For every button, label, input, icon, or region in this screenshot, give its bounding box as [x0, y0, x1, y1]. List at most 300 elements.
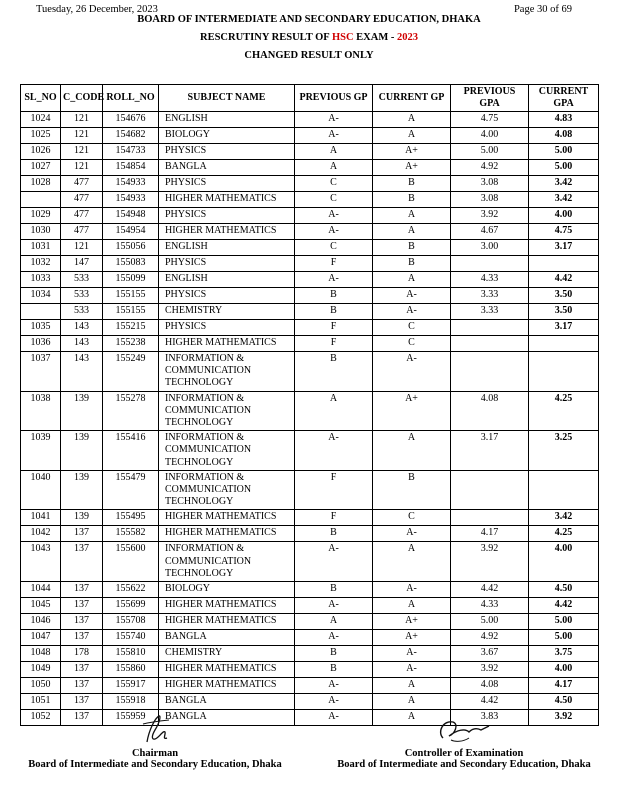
cell-sl-no: 1027: [21, 160, 61, 176]
cell-previous-gpa: [451, 470, 529, 510]
cell-current-gpa: 4.25: [529, 391, 599, 431]
cell-previous-gpa: 3.17: [451, 431, 529, 471]
cell-previous-gpa: 5.00: [451, 144, 529, 160]
col-c-code: C_CODE: [61, 85, 103, 112]
cell-previous-gpa: 4.08: [451, 678, 529, 694]
cell-roll-no: 155238: [103, 336, 159, 352]
table-row: [21, 526, 599, 542]
table-row: [21, 510, 599, 526]
cell-current-gpa: 3.42: [529, 176, 599, 192]
cell-c-code: 137: [61, 598, 103, 614]
cell-c-code: 121: [61, 144, 103, 160]
cell-sl-no: [21, 304, 61, 320]
cell-c-code: 137: [61, 694, 103, 710]
cell-previous-gpa: 4.00: [451, 128, 529, 144]
cell-c-code: 533: [61, 288, 103, 304]
cell-subject-name: ENGLISH: [159, 112, 295, 128]
cell-previous-gp: A-: [295, 431, 373, 471]
cell-current-gpa: 4.17: [529, 678, 599, 694]
cell-current-gp: A-: [373, 582, 451, 598]
col-subject-name: SUBJECT NAME: [159, 85, 295, 112]
col-previous-gp: PREVIOUS GP: [295, 85, 373, 112]
cell-c-code: 139: [61, 510, 103, 526]
cell-sl-no: [21, 192, 61, 208]
cell-previous-gpa: 5.00: [451, 614, 529, 630]
table-row: [21, 646, 599, 662]
cell-current-gpa: 5.00: [529, 630, 599, 646]
cell-previous-gp: F: [295, 256, 373, 272]
cell-c-code: 137: [61, 582, 103, 598]
table-row: [21, 128, 599, 144]
table-row: [21, 320, 599, 336]
cell-previous-gp: A-: [295, 224, 373, 240]
cell-sl-no: 1052: [21, 710, 61, 726]
cell-c-code: 143: [61, 336, 103, 352]
cell-c-code: 137: [61, 710, 103, 726]
cell-c-code: 139: [61, 391, 103, 431]
cell-sl-no: 1048: [21, 646, 61, 662]
cell-sl-no: 1042: [21, 526, 61, 542]
cell-subject-name: HIGHER MATHEMATICS: [159, 510, 295, 526]
cell-current-gp: A: [373, 598, 451, 614]
col-sl-no: SL_NO: [21, 85, 61, 112]
col-previous-gpa: PREVIOUS GPA: [451, 85, 529, 112]
cell-previous-gp: A-: [295, 128, 373, 144]
cell-previous-gpa: [451, 320, 529, 336]
cell-previous-gpa: [451, 352, 529, 392]
cell-c-code: 477: [61, 208, 103, 224]
table-header-row: [21, 85, 599, 112]
cell-current-gpa: 3.42: [529, 510, 599, 526]
cell-c-code: 477: [61, 224, 103, 240]
cell-c-code: 178: [61, 646, 103, 662]
cell-current-gp: A: [373, 678, 451, 694]
cell-roll-no: 155582: [103, 526, 159, 542]
cell-current-gpa: 4.08: [529, 128, 599, 144]
table-row: [21, 352, 599, 392]
cell-previous-gp: B: [295, 352, 373, 392]
cell-roll-no: 154676: [103, 112, 159, 128]
cell-subject-name: BIOLOGY: [159, 128, 295, 144]
cell-subject-name: ENGLISH: [159, 272, 295, 288]
cell-c-code: 137: [61, 630, 103, 646]
cell-roll-no: 155810: [103, 646, 159, 662]
cell-previous-gpa: 3.33: [451, 304, 529, 320]
cell-current-gp: C: [373, 320, 451, 336]
cell-c-code: 137: [61, 662, 103, 678]
cell-subject-name: HIGHER MATHEMATICS: [159, 678, 295, 694]
cell-current-gp: A-: [373, 646, 451, 662]
cell-subject-name: BANGLA: [159, 630, 295, 646]
cell-sl-no: 1036: [21, 336, 61, 352]
cell-current-gp: A: [373, 431, 451, 471]
table-row: [21, 160, 599, 176]
cell-previous-gpa: 4.42: [451, 582, 529, 598]
cell-current-gpa: 4.42: [529, 272, 599, 288]
cell-current-gpa: 5.00: [529, 160, 599, 176]
cell-roll-no: 154954: [103, 224, 159, 240]
table-row: [21, 598, 599, 614]
controller-signature-block: [334, 712, 594, 770]
cell-previous-gpa: 4.92: [451, 630, 529, 646]
cell-c-code: 121: [61, 128, 103, 144]
cell-previous-gp: B: [295, 582, 373, 598]
cell-c-code: 477: [61, 176, 103, 192]
cell-sl-no: 1039: [21, 431, 61, 471]
cell-sl-no: 1050: [21, 678, 61, 694]
cell-current-gpa: [529, 256, 599, 272]
cell-current-gpa: 3.42: [529, 192, 599, 208]
cell-roll-no: 155860: [103, 662, 159, 678]
cell-subject-name: INFORMATION & COMMUNICATION TECHNOLOGY: [159, 431, 295, 471]
cell-current-gpa: 3.25: [529, 431, 599, 471]
cell-sl-no: 1033: [21, 272, 61, 288]
cell-current-gp: A-: [373, 288, 451, 304]
cell-subject-name: HIGHER MATHEMATICS: [159, 526, 295, 542]
cell-sl-no: 1032: [21, 256, 61, 272]
table-row: [21, 470, 599, 510]
cell-current-gpa: 3.92: [529, 710, 599, 726]
cell-c-code: 139: [61, 431, 103, 471]
cell-previous-gp: C: [295, 240, 373, 256]
cell-previous-gpa: 3.92: [451, 208, 529, 224]
table-row: [21, 336, 599, 352]
cell-current-gpa: 3.50: [529, 304, 599, 320]
cell-roll-no: 155918: [103, 694, 159, 710]
controller-org: Board of Intermediate and Secondary Education, Dhaka: [337, 759, 591, 770]
cell-current-gp: A-: [373, 526, 451, 542]
cell-current-gp: A: [373, 694, 451, 710]
cell-current-gpa: 3.75: [529, 646, 599, 662]
cell-previous-gp: A-: [295, 694, 373, 710]
cell-sl-no: 1040: [21, 470, 61, 510]
cell-subject-name: INFORMATION & COMMUNICATION TECHNOLOGY: [159, 352, 295, 392]
exam-name: HSC: [331, 32, 354, 43]
controller-title: Controller of Examination: [404, 748, 524, 759]
cell-roll-no: 155495: [103, 510, 159, 526]
cell-sl-no: 1028: [21, 176, 61, 192]
col-current-gp: CURRENT GP: [373, 85, 451, 112]
cell-subject-name: INFORMATION & COMMUNICATION TECHNOLOGY: [159, 542, 295, 582]
cell-subject-name: ENGLISH: [159, 240, 295, 256]
cell-previous-gp: B: [295, 288, 373, 304]
cell-current-gp: A: [373, 542, 451, 582]
cell-current-gp: C: [373, 510, 451, 526]
cell-roll-no: 154948: [103, 208, 159, 224]
cell-subject-name: HIGHER MATHEMATICS: [159, 336, 295, 352]
cell-current-gp: B: [373, 256, 451, 272]
cell-previous-gp: B: [295, 526, 373, 542]
cell-subject-name: HIGHER MATHEMATICS: [159, 662, 295, 678]
table-row: [21, 208, 599, 224]
cell-current-gp: C: [373, 336, 451, 352]
table-row: [21, 391, 599, 431]
cell-current-gpa: 4.50: [529, 582, 599, 598]
cell-previous-gpa: 3.08: [451, 192, 529, 208]
cell-roll-no: 155278: [103, 391, 159, 431]
table-row: [21, 288, 599, 304]
cell-roll-no: 155622: [103, 582, 159, 598]
cell-c-code: 477: [61, 192, 103, 208]
cell-c-code: 143: [61, 352, 103, 392]
cell-previous-gp: A-: [295, 112, 373, 128]
cell-subject-name: HIGHER MATHEMATICS: [159, 614, 295, 630]
cell-current-gp: A: [373, 208, 451, 224]
cell-current-gpa: [529, 336, 599, 352]
cell-previous-gpa: 3.92: [451, 542, 529, 582]
subtitle: CHANGED RESULT ONLY: [244, 50, 374, 61]
cell-previous-gp: B: [295, 646, 373, 662]
cell-roll-no: 155479: [103, 470, 159, 510]
cell-current-gp: A+: [373, 391, 451, 431]
table-row: [21, 542, 599, 582]
cell-current-gpa: 3.50: [529, 288, 599, 304]
cell-previous-gp: F: [295, 470, 373, 510]
cell-subject-name: PHYSICS: [159, 208, 295, 224]
cell-sl-no: 1046: [21, 614, 61, 630]
cell-current-gpa: 3.17: [529, 320, 599, 336]
cell-current-gp: A: [373, 272, 451, 288]
cell-sl-no: 1038: [21, 391, 61, 431]
table-row: [21, 694, 599, 710]
cell-sl-no: 1044: [21, 582, 61, 598]
cell-subject-name: BANGLA: [159, 160, 295, 176]
cell-subject-name: BANGLA: [159, 694, 295, 710]
cell-subject-name: CHEMISTRY: [159, 304, 295, 320]
cell-subject-name: HIGHER MATHEMATICS: [159, 192, 295, 208]
cell-sl-no: 1026: [21, 144, 61, 160]
cell-subject-name: PHYSICS: [159, 144, 295, 160]
cell-current-gp: A-: [373, 304, 451, 320]
cell-previous-gp: A-: [295, 678, 373, 694]
cell-previous-gp: A-: [295, 272, 373, 288]
cell-sl-no: 1029: [21, 208, 61, 224]
cell-previous-gp: F: [295, 336, 373, 352]
cell-previous-gp: A-: [295, 710, 373, 726]
cell-c-code: 121: [61, 160, 103, 176]
cell-roll-no: 155600: [103, 542, 159, 582]
cell-previous-gpa: 3.08: [451, 176, 529, 192]
chairman-signature-block: [20, 712, 290, 770]
cell-roll-no: 155740: [103, 630, 159, 646]
cell-roll-no: 155099: [103, 272, 159, 288]
cell-previous-gp: A: [295, 614, 373, 630]
table-body: [21, 112, 599, 726]
page-number: Page 30 of 69: [513, 4, 572, 15]
cell-previous-gpa: 4.33: [451, 272, 529, 288]
table-row: [21, 304, 599, 320]
result-table: [20, 84, 599, 726]
table-row: [21, 112, 599, 128]
cell-current-gpa: 4.25: [529, 526, 599, 542]
cell-roll-no: 155083: [103, 256, 159, 272]
cell-sl-no: 1047: [21, 630, 61, 646]
table-row: [21, 144, 599, 160]
cell-c-code: 137: [61, 526, 103, 542]
cell-roll-no: 154933: [103, 176, 159, 192]
cell-previous-gp: B: [295, 662, 373, 678]
cell-previous-gp: A-: [295, 542, 373, 582]
cell-roll-no: 155416: [103, 431, 159, 471]
cell-previous-gpa: 4.17: [451, 526, 529, 542]
cell-sl-no: 1025: [21, 128, 61, 144]
cell-previous-gpa: [451, 336, 529, 352]
cell-roll-no: 155249: [103, 352, 159, 392]
cell-subject-name: BANGLA: [159, 710, 295, 726]
cell-current-gpa: 4.42: [529, 598, 599, 614]
cell-current-gp: B: [373, 240, 451, 256]
cell-previous-gp: A: [295, 160, 373, 176]
chairman-org: Board of Intermediate and Secondary Education, Dhaka: [28, 759, 282, 770]
board-title: BOARD OF INTERMEDIATE AND SECONDARY EDUCATION, DHAKA: [137, 14, 481, 25]
cell-sl-no: 1034: [21, 288, 61, 304]
cell-current-gp: B: [373, 192, 451, 208]
cell-current-gpa: 5.00: [529, 614, 599, 630]
cell-c-code: 137: [61, 614, 103, 630]
cell-subject-name: CHEMISTRY: [159, 646, 295, 662]
cell-previous-gpa: 4.42: [451, 694, 529, 710]
cell-previous-gp: C: [295, 176, 373, 192]
cell-previous-gpa: 3.00: [451, 240, 529, 256]
cell-current-gp: A: [373, 224, 451, 240]
cell-sl-no: 1049: [21, 662, 61, 678]
controller-signature: [429, 712, 499, 746]
cell-c-code: 137: [61, 542, 103, 582]
table-row: [21, 431, 599, 471]
cell-previous-gpa: [451, 256, 529, 272]
cell-sl-no: 1024: [21, 112, 61, 128]
cell-roll-no: 154733: [103, 144, 159, 160]
cell-previous-gp: F: [295, 510, 373, 526]
cell-sl-no: 1031: [21, 240, 61, 256]
cell-sl-no: 1043: [21, 542, 61, 582]
col-roll-no: ROLL_NO: [103, 85, 159, 112]
cell-subject-name: PHYSICS: [159, 256, 295, 272]
cell-current-gp: A+: [373, 160, 451, 176]
cell-roll-no: 155155: [103, 304, 159, 320]
cell-sl-no: 1041: [21, 510, 61, 526]
cell-previous-gp: C: [295, 192, 373, 208]
cell-current-gpa: 4.50: [529, 694, 599, 710]
cell-current-gpa: 4.00: [529, 662, 599, 678]
exam-mid: EXAM -: [356, 32, 395, 43]
cell-subject-name: PHYSICS: [159, 176, 295, 192]
cell-previous-gpa: 4.67: [451, 224, 529, 240]
cell-c-code: 147: [61, 256, 103, 272]
cell-current-gp: A+: [373, 630, 451, 646]
cell-subject-name: HIGHER MATHEMATICS: [159, 598, 295, 614]
cell-subject-name: PHYSICS: [159, 320, 295, 336]
cell-sl-no: 1037: [21, 352, 61, 392]
cell-current-gp: A+: [373, 614, 451, 630]
table-row: [21, 678, 599, 694]
cell-current-gpa: [529, 470, 599, 510]
cell-roll-no: 155056: [103, 240, 159, 256]
cell-current-gp: A-: [373, 662, 451, 678]
cell-previous-gp: A-: [295, 630, 373, 646]
cell-roll-no: 155959: [103, 710, 159, 726]
cell-subject-name: PHYSICS: [159, 288, 295, 304]
table-row: [21, 662, 599, 678]
cell-current-gpa: 4.83: [529, 112, 599, 128]
cell-roll-no: 155699: [103, 598, 159, 614]
cell-current-gp: A+: [373, 144, 451, 160]
cell-sl-no: 1045: [21, 598, 61, 614]
cell-roll-no: 154682: [103, 128, 159, 144]
table-row: [21, 240, 599, 256]
cell-current-gpa: [529, 352, 599, 392]
cell-previous-gp: B: [295, 304, 373, 320]
cell-sl-no: 1051: [21, 694, 61, 710]
cell-sl-no: 1030: [21, 224, 61, 240]
cell-c-code: 139: [61, 470, 103, 510]
cell-previous-gpa: 3.33: [451, 288, 529, 304]
cell-previous-gpa: 4.08: [451, 391, 529, 431]
cell-roll-no: 155708: [103, 614, 159, 630]
cell-c-code: 533: [61, 304, 103, 320]
print-date: Tuesday, 26 December, 2023: [36, 4, 158, 15]
cell-current-gp: B: [373, 470, 451, 510]
cell-roll-no: 155215: [103, 320, 159, 336]
cell-previous-gpa: 3.67: [451, 646, 529, 662]
cell-subject-name: HIGHER MATHEMATICS: [159, 224, 295, 240]
cell-current-gpa: 4.00: [529, 542, 599, 582]
cell-current-gp: A: [373, 710, 451, 726]
chairman-title: Chairman: [131, 748, 179, 759]
cell-current-gp: B: [373, 176, 451, 192]
cell-previous-gpa: 4.33: [451, 598, 529, 614]
table-row: [21, 256, 599, 272]
table-row: [21, 176, 599, 192]
table-row: [21, 192, 599, 208]
table-row: [21, 272, 599, 288]
cell-previous-gpa: [451, 510, 529, 526]
cell-current-gp: A-: [373, 352, 451, 392]
table-row: [21, 630, 599, 646]
result-prefix: RESCRUTINY RESULT OF: [199, 32, 330, 43]
cell-sl-no: 1035: [21, 320, 61, 336]
col-current-gpa: CURRENT GPA: [529, 85, 599, 112]
cell-previous-gp: F: [295, 320, 373, 336]
cell-previous-gpa: 4.92: [451, 160, 529, 176]
cell-current-gpa: 3.17: [529, 240, 599, 256]
cell-previous-gp: A: [295, 144, 373, 160]
exam-year: 2023: [397, 32, 418, 43]
cell-subject-name: INFORMATION & COMMUNICATION TECHNOLOGY: [159, 391, 295, 431]
cell-subject-name: INFORMATION & COMMUNICATION TECHNOLOGY: [159, 470, 295, 510]
cell-current-gpa: 4.75: [529, 224, 599, 240]
cell-roll-no: 154854: [103, 160, 159, 176]
cell-previous-gpa: 3.83: [451, 710, 529, 726]
cell-c-code: 121: [61, 112, 103, 128]
cell-roll-no: 155917: [103, 678, 159, 694]
cell-c-code: 143: [61, 320, 103, 336]
result-title: [0, 32, 618, 43]
cell-roll-no: 154933: [103, 192, 159, 208]
table-row: [21, 224, 599, 240]
cell-previous-gp: A-: [295, 598, 373, 614]
cell-previous-gpa: 4.75: [451, 112, 529, 128]
cell-c-code: 137: [61, 678, 103, 694]
cell-previous-gp: A: [295, 391, 373, 431]
cell-c-code: 121: [61, 240, 103, 256]
cell-roll-no: 155155: [103, 288, 159, 304]
cell-subject-name: BIOLOGY: [159, 582, 295, 598]
table-row: [21, 614, 599, 630]
chairman-signature: [125, 712, 185, 746]
cell-previous-gpa: 3.92: [451, 662, 529, 678]
cell-current-gp: A: [373, 112, 451, 128]
